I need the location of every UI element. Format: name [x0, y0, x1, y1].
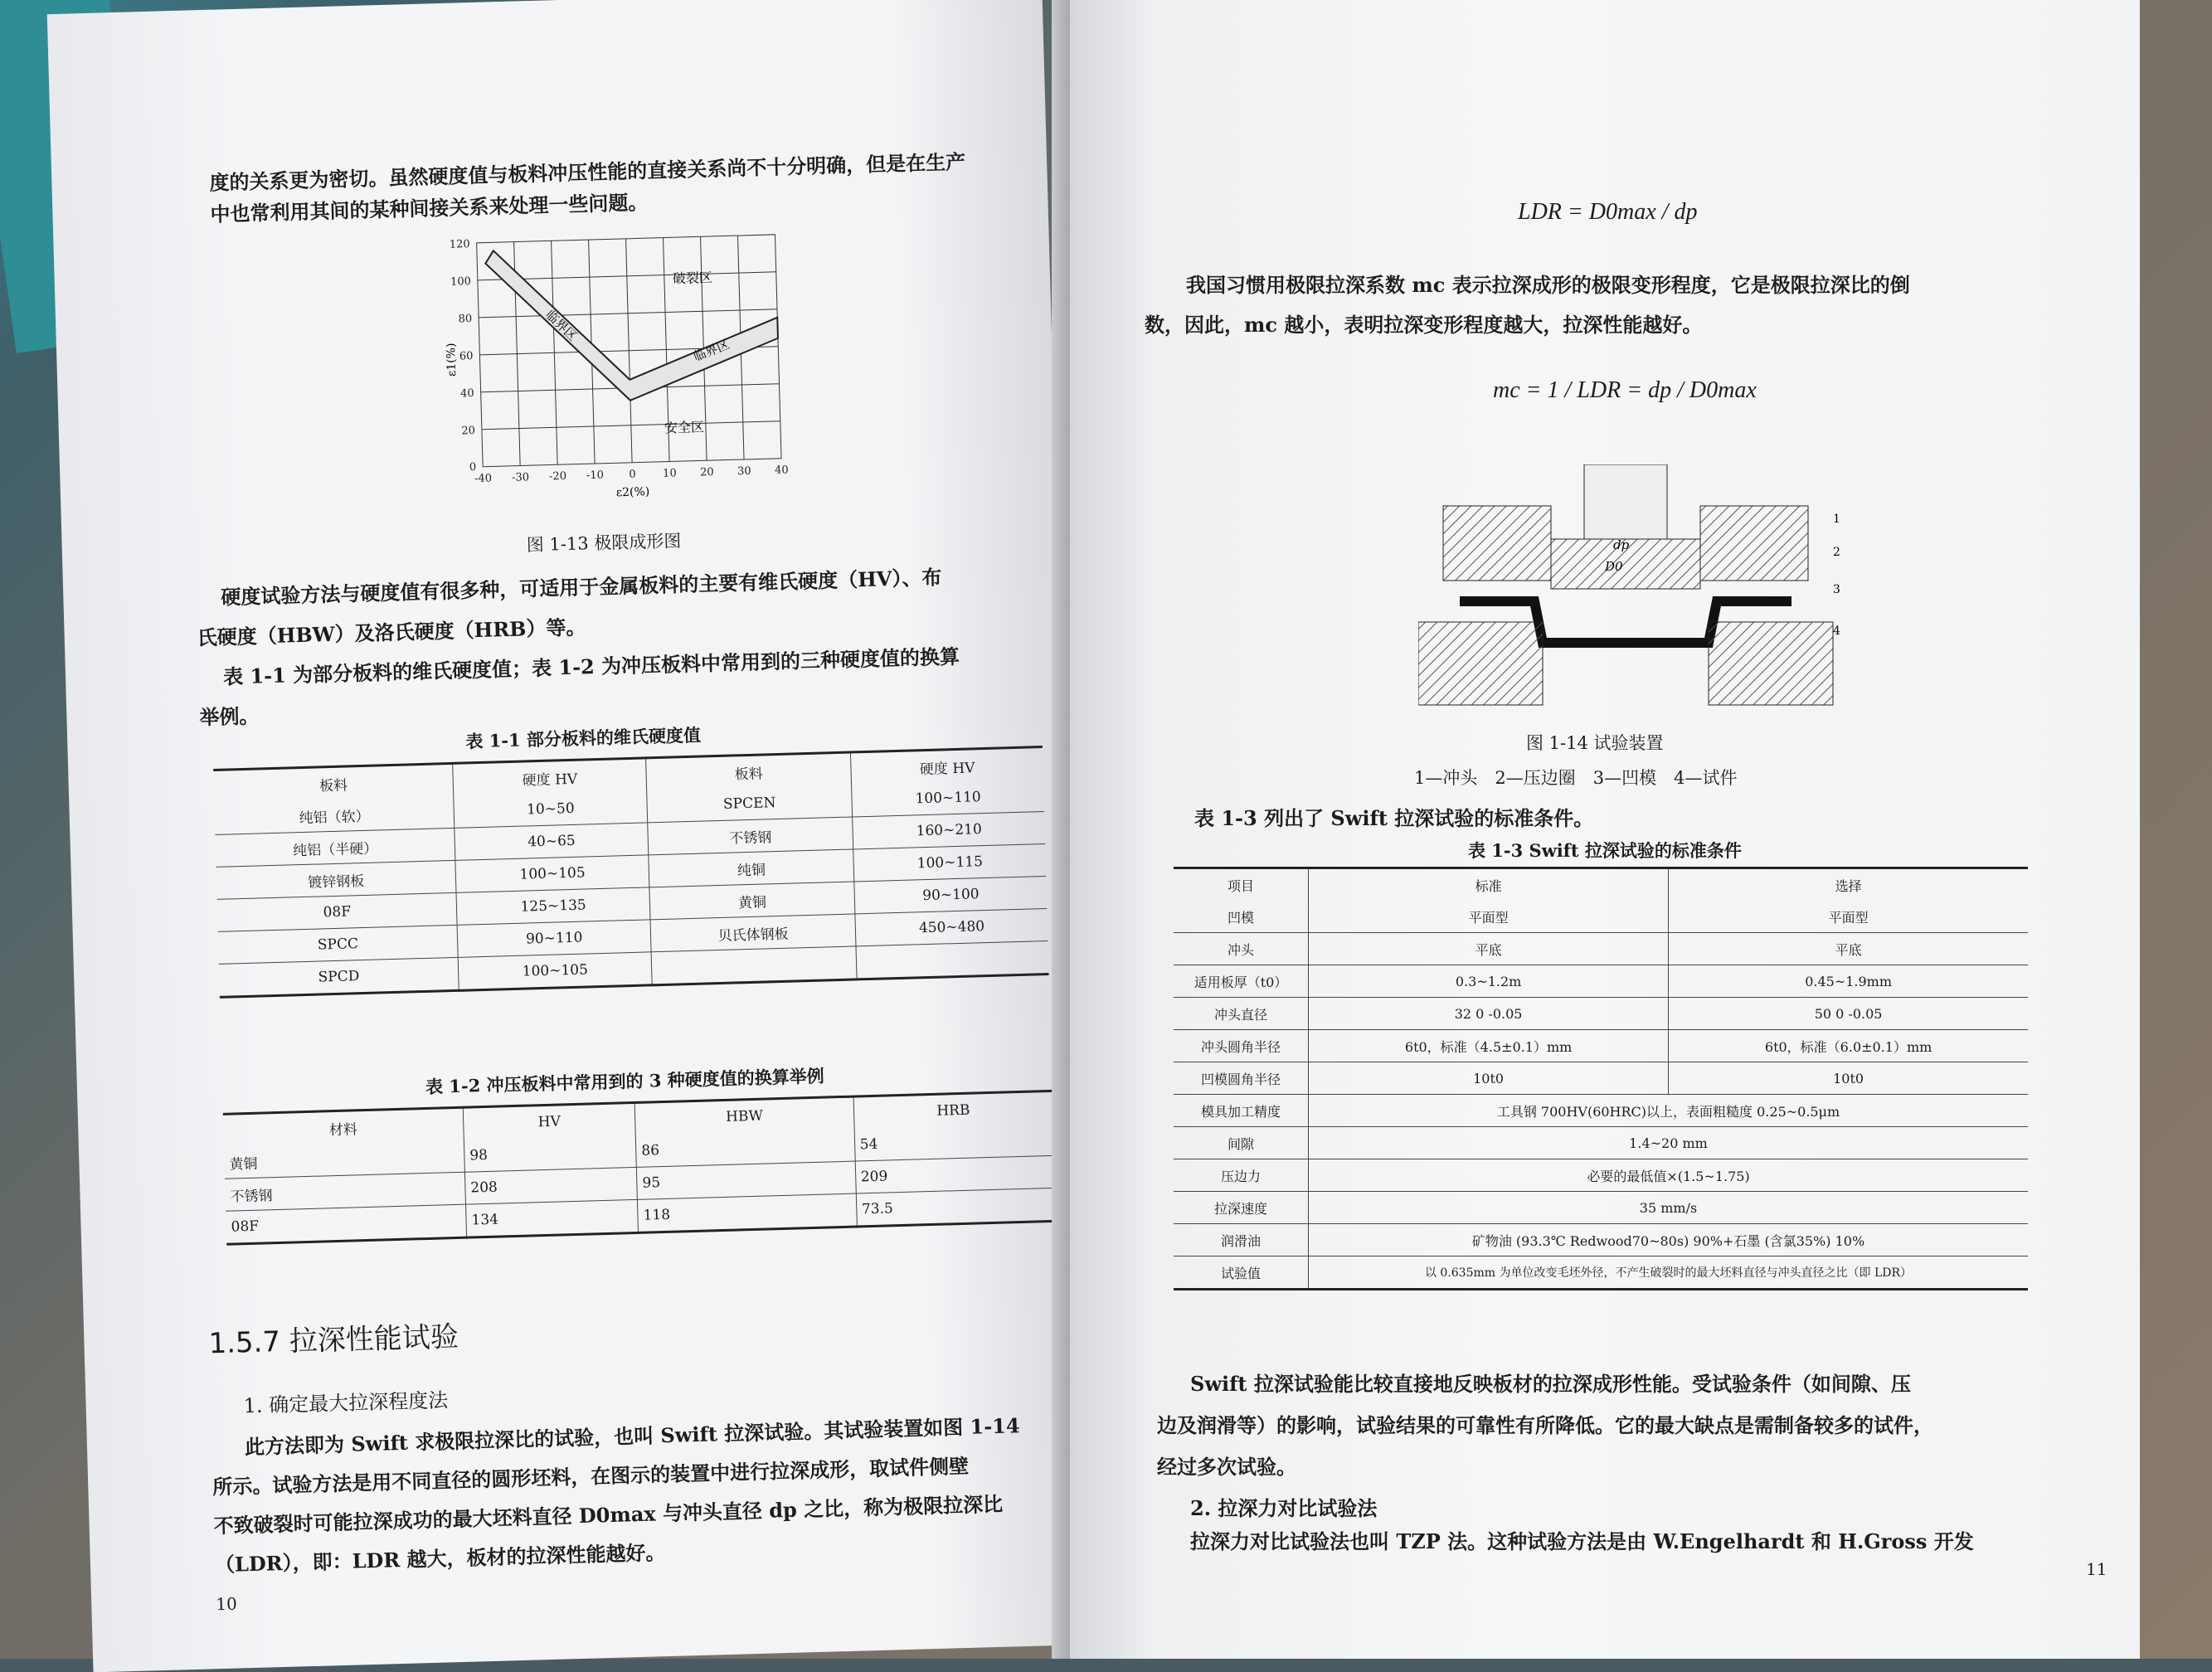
- table1-header-3: 硬度 HV: [919, 759, 975, 778]
- table3-header-0: 项目: [1174, 868, 1309, 902]
- right-page: [1070, 0, 2140, 1659]
- table-row: [1174, 1095, 2028, 1127]
- table-row: [1174, 965, 2028, 998]
- table2-cell: 134: [465, 1199, 638, 1237]
- left-page-number: 10: [215, 1593, 238, 1615]
- y-tick-100: 100: [450, 275, 472, 289]
- x-tick-0: 0: [629, 468, 636, 481]
- left-para2-line-1: 此方法即为 Swift 求极限拉深比的试验，也叫 Swift 拉深试验。其试验装置如图 1-14: [244, 1413, 1020, 1460]
- table3-cell: 平面型: [1309, 901, 1669, 933]
- table3-header-2: 选择: [1835, 877, 1862, 894]
- table2-cell: 08F: [226, 1204, 466, 1244]
- section-title-1-5-7: 1.5.7 拉深性能试验: [208, 1320, 459, 1361]
- y-tick-40: 40: [459, 387, 474, 401]
- label-3: 3: [1833, 583, 1840, 596]
- figure-1-14-legend: 1—冲头 2—压边圈 3—凹模 4—试件: [1414, 768, 1738, 788]
- left-para1-line-2: 氏硬度（HBW）及洛氏硬度（HRB）等。: [197, 615, 586, 650]
- left-para2-line-2: 所示。试验方法是用不同直径的圆形坯料，在图示的装置中进行拉深成形，取试件侧壁: [211, 1453, 970, 1499]
- table3-cell: 矿物油 (93.3℃ Redwood70~80s) 90%+石墨 (含氯35%) 10%: [1309, 1224, 2029, 1256]
- table1-cell: 450~480: [855, 908, 1048, 945]
- table2-cell: 118: [638, 1193, 857, 1232]
- table-row: [1174, 933, 2028, 965]
- y-tick-80: 80: [458, 313, 473, 326]
- left-para1-line-4: 举例。: [199, 703, 260, 730]
- table2-cell: 不锈钢: [225, 1172, 465, 1211]
- test-apparatus-figure: [1418, 464, 1850, 713]
- table1-header-0: 板料: [213, 763, 454, 803]
- table2-cell: 95: [636, 1161, 855, 1199]
- table3-header-1: 标准: [1309, 868, 1669, 902]
- zone-label-safe: 安全区: [664, 419, 705, 436]
- table3-cell: 0.45~1.9mm: [1669, 965, 2028, 998]
- table1-cell: 镀锌钢板: [216, 860, 457, 899]
- table1-header-2: 板料: [645, 752, 851, 790]
- table1-cell: 纯铜: [649, 849, 854, 887]
- table1-cell: 100~105: [455, 855, 649, 892]
- table3-cell: 凹模: [1174, 901, 1309, 933]
- table-row: [1174, 998, 2028, 1030]
- table1-cell: 90~110: [458, 920, 651, 957]
- right-para2-line-2: 边及润滑等）的影响，试验结果的可靠性有所降低。它的最大缺点是需制备较多的试件，: [1157, 1413, 1933, 1437]
- table3-cell: 10t0: [1669, 1062, 2028, 1095]
- critical-band: [485, 243, 780, 405]
- table3-cell: 冲头直径: [1174, 998, 1309, 1030]
- table2-header-0: 材料: [223, 1107, 464, 1147]
- blank-holder-left: [1443, 506, 1551, 581]
- table3-cell: 适用板厚（t0）: [1174, 965, 1309, 998]
- left-page: [47, 0, 1088, 1672]
- table-row: [1174, 1192, 2028, 1224]
- table3-cell: 1.4~20 mm: [1309, 1127, 2029, 1159]
- table2-cell: 208: [464, 1167, 637, 1204]
- right-para3: 拉深力对比试验法也叫 TZP 法。这种试验方法是由 W.Engelhardt 和 H.Gross 开发: [1190, 1529, 1974, 1553]
- table3-cell: 拉深速度: [1174, 1192, 1309, 1224]
- table3-cell: 模具加工精度: [1174, 1095, 1309, 1127]
- forming-limit-diagram: [418, 215, 891, 526]
- table2-cell: 98: [464, 1135, 636, 1172]
- label-1: 1: [1833, 513, 1840, 526]
- table1-cell: 160~210: [853, 812, 1045, 849]
- table1-cell: [856, 941, 1048, 979]
- table2-header-1: HV: [463, 1102, 635, 1140]
- table3-cell: 平底: [1669, 933, 2028, 965]
- die-right: [1709, 622, 1833, 705]
- table1-cell: SPCD: [219, 957, 459, 997]
- table2-header-2: HBW: [634, 1096, 853, 1135]
- table1-cell: [651, 946, 857, 985]
- x-tick-m10: -10: [586, 469, 605, 483]
- zone-label-critical-left: 临界区: [542, 307, 581, 344]
- punch-shaft: [1584, 464, 1667, 539]
- table1-cell: 100~110: [852, 780, 1044, 817]
- figure-1-14-caption: 图 1-14 试验装置: [1526, 733, 1664, 753]
- table1-cell: 纯铝（半硬）: [215, 828, 455, 867]
- left-para1-line-3: 表 1-1 为部分板料的维氏硬度值；表 1-2 为冲压板料中常用到的三种硬度值的换算: [222, 644, 960, 689]
- table1-cell: 100~115: [853, 844, 1046, 882]
- table3-cell: 工具钢 700HV(60HRC)以上，表面粗糙度 0.25~0.5μm: [1309, 1095, 2029, 1127]
- table1-cell: SPCEN: [647, 785, 853, 822]
- x-tick-10: 10: [663, 467, 677, 480]
- right-para2-line-1: Swift 拉深试验能比较直接地反映板材的拉深成形性能。受试验条件（如间隙、压: [1190, 1372, 1911, 1396]
- table3-cell: 冲头圆角半径: [1174, 1030, 1309, 1062]
- table3-cell: 间隙: [1174, 1127, 1309, 1159]
- x-tick-m40: -40: [474, 472, 493, 486]
- right-page-number: 11: [2086, 1559, 2107, 1579]
- y-tick-0: 0: [469, 460, 477, 474]
- figure-1-13-caption: 图 1-13 极限成形图: [526, 531, 682, 556]
- table-row: [1174, 901, 2028, 933]
- table3-cell: 试验值: [1174, 1256, 1309, 1290]
- label-2: 2: [1833, 546, 1840, 559]
- table3-cell: 平面型: [1669, 901, 2028, 933]
- table-row: [1174, 1256, 2028, 1290]
- table-1-2-caption: 表 1-2 冲压板料中常用到的 3 种硬度值的换算举例: [425, 1065, 824, 1097]
- table2-cell: 黄铜: [224, 1140, 464, 1179]
- table-1-1: [213, 746, 1048, 999]
- table3-cell: 0.3~1.2m: [1309, 965, 1669, 998]
- label-d0: D0: [1605, 559, 1623, 574]
- zone-label-critical-right: 临界区: [691, 336, 732, 365]
- label-dp: dp: [1613, 537, 1630, 552]
- table3-cell: 50 0 -0.05: [1669, 998, 2028, 1030]
- table2-cell: 86: [635, 1130, 854, 1168]
- table3-cell: 以 0.635mm 为单位改变毛坯外径，不产生破裂时的最大坯料直径与冲头直径之比（即 LDR）: [1424, 1266, 1913, 1280]
- x-tick-m30: -30: [511, 471, 530, 484]
- table3-cell: 凹模圆角半径: [1174, 1062, 1309, 1095]
- table1-header-1: 硬度 HV: [453, 758, 647, 796]
- table2-cell: 73.5: [861, 1200, 894, 1218]
- table-row: [1174, 1224, 2028, 1256]
- table1-cell: 125~135: [456, 887, 649, 925]
- table1-cell: SPCC: [218, 925, 459, 964]
- table-row: [1174, 1159, 2028, 1192]
- x-tick-20: 20: [699, 465, 714, 479]
- y-axis-label: ε1(%): [444, 343, 459, 377]
- y-tick-60: 60: [459, 350, 474, 363]
- table-1-1-caption: 表 1-1 部分板料的维氏硬度值: [465, 724, 702, 752]
- subsection-1: 1. 确定最大拉深程度法: [243, 1388, 449, 1418]
- table1-cell: 黄铜: [649, 882, 855, 920]
- table1-cell: 08F: [217, 892, 458, 931]
- die-left: [1418, 622, 1543, 705]
- y-tick-20: 20: [461, 425, 476, 438]
- table1-cell: 不锈钢: [648, 817, 853, 855]
- table-1-3-caption: 表 1-3 Swift 拉深试验的标准条件: [1468, 840, 1742, 861]
- table2-cell: 54: [854, 1124, 1054, 1161]
- table1-cell: 贝氏体钢板: [650, 914, 856, 952]
- table-1-3: [1174, 867, 2028, 1290]
- table-row: [1174, 1030, 2028, 1062]
- right-para1-line-1: 我国习惯用极限拉深系数 mc 表示拉深成形的极限变形程度，它是极限拉深比的倒: [1186, 273, 1910, 297]
- x-axis-label: ε2(%): [615, 485, 650, 500]
- zone-label-fracture: 破裂区: [672, 269, 713, 287]
- table3-cell: 必要的最低值×(1.5~1.75): [1309, 1159, 2029, 1192]
- blank-holder-right: [1700, 506, 1808, 581]
- left-intro-line-1: 度的关系更为密切。虽然硬度值与板料冲压性能的直接关系尚不十分明确，但是在生产: [209, 149, 966, 195]
- table-1-3-intro: 表 1-3 列出了 Swift 拉深试验的标准条件。: [1194, 806, 1594, 830]
- table3-cell: 润滑油: [1174, 1224, 1309, 1256]
- formula-mc: mc = 1 / LDR = dp / D0max: [1493, 377, 1757, 403]
- left-para1-line-1: 硬度试验方法与硬度值有很多种，可适用于金属板料的主要有维氏硬度（HV）、布: [221, 565, 942, 610]
- table1-cell: 100~105: [459, 952, 653, 990]
- label-4: 4: [1833, 625, 1840, 638]
- y-tick-120: 120: [449, 238, 470, 251]
- table-1-2: [223, 1090, 1056, 1246]
- table2-header-3: HRB: [936, 1101, 970, 1120]
- x-tick-40: 40: [774, 464, 789, 477]
- table3-cell: 冲头: [1174, 933, 1309, 965]
- right-para1-line-2: 数，因此，mc 越小，表明拉深变形程度越大，拉深性能越好。: [1145, 313, 1703, 337]
- left-para2-line-4: （LDR），即：LDR 越大，板材的拉深性能越好。: [214, 1540, 666, 1577]
- table-row: [1174, 1127, 2028, 1159]
- table1-cell: 40~65: [455, 823, 648, 860]
- right-para2-line-3: 经过多次试验。: [1157, 1455, 1296, 1479]
- table1-cell: 10~50: [454, 790, 647, 828]
- x-tick-30: 30: [737, 464, 751, 479]
- formula-ldr: LDR = D0max / dp: [1518, 199, 1698, 225]
- table3-cell: 10t0: [1309, 1062, 1669, 1095]
- table3-cell: 6t0，标准（4.5±0.1）mm: [1309, 1030, 1669, 1062]
- subsection-2: 2. 拉深力对比试验法: [1190, 1496, 1378, 1520]
- table2-cell: 209: [855, 1155, 1055, 1193]
- table3-cell: 压边力: [1174, 1159, 1309, 1192]
- left-intro-line-2: 中也常利用其间的某种间接关系来处理一些问题。: [210, 190, 649, 226]
- table3-cell: 平底: [1309, 933, 1669, 965]
- table3-cell: 6t0，标准（6.0±0.1）mm: [1669, 1030, 2028, 1062]
- table3-cell: 35 mm/s: [1309, 1192, 2029, 1224]
- x-tick-m20: -20: [548, 469, 567, 484]
- left-para2-line-3: 不致破裂时可能拉深成功的最大坯料直径 D0max 与冲头直径 dp 之比，称为极限拉深比: [213, 1491, 1004, 1538]
- table1-cell: 90~100: [854, 876, 1047, 913]
- table1-cell: 纯铝（软）: [214, 796, 455, 835]
- table3-cell: 32 0 -0.05: [1309, 998, 1669, 1030]
- table-row: [1174, 1062, 2028, 1095]
